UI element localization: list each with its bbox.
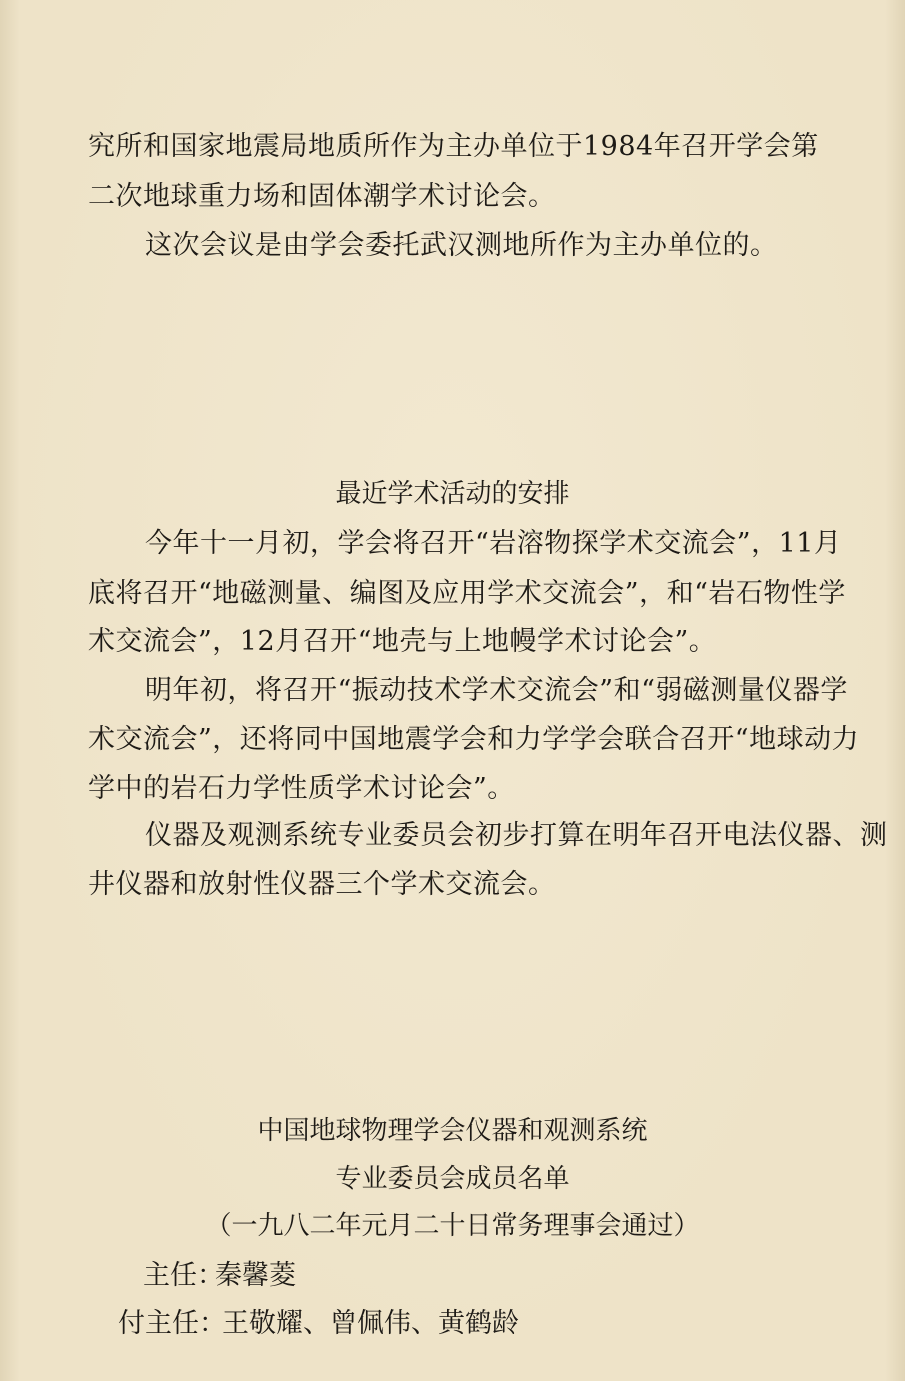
deputy-director-label: 付主任：: [118, 1308, 226, 1339]
intro-line-2: 二次地球重力场和固体潮学术讨论会。: [88, 181, 556, 212]
deputy-director-names: 王敬耀、曾佩伟、黄鹤龄: [222, 1308, 519, 1339]
intro-line-1: 究所和国家地震局地质所作为主办单位于1984年召开学会第: [88, 131, 819, 162]
paragraph-2-line-3: 学中的岩石力学性质学术讨论会”。: [88, 773, 515, 804]
paragraph-1-line-1: 今年十一月初，学会将召开“岩溶物探学术交流会”，11月: [145, 528, 842, 559]
paragraph-1-line-2: 底将召开“地磁测量、编图及应用学术交流会”，和“岩石物性学: [88, 578, 846, 609]
paragraph-2-line-2: 术交流会”，还将同中国地震学会和力学学会联合召开“地球动力: [88, 724, 860, 755]
roster-title-2: 专业委员会成员名单: [335, 1164, 570, 1194]
paragraph-1-line-3: 术交流会”，12月召开“地壳与上地幔学术讨论会”。: [88, 626, 717, 657]
paragraph-3-line-2: 井仪器和放射性仪器三个学术交流会。: [88, 869, 556, 900]
director-label: 主任：: [143, 1260, 224, 1291]
paragraph-2-line-1: 明年初，将召开“振动技术学术交流会”和“弱磁测量仪器学: [145, 675, 848, 706]
roster-note: （一九八二年元月二十日常务理事会通过）: [205, 1211, 700, 1241]
section-title: 最近学术活动的安排: [335, 479, 570, 509]
director-name: 秦馨菱: [215, 1260, 296, 1291]
intro-line-3: 这次会议是由学会委托武汉测地所作为主办单位的。: [145, 230, 778, 261]
roster-title-1: 中国地球物理学会仪器和观测系统: [257, 1116, 648, 1146]
paragraph-3-line-1: 仪器及观测系统专业委员会初步打算在明年召开电法仪器、测: [145, 820, 888, 851]
